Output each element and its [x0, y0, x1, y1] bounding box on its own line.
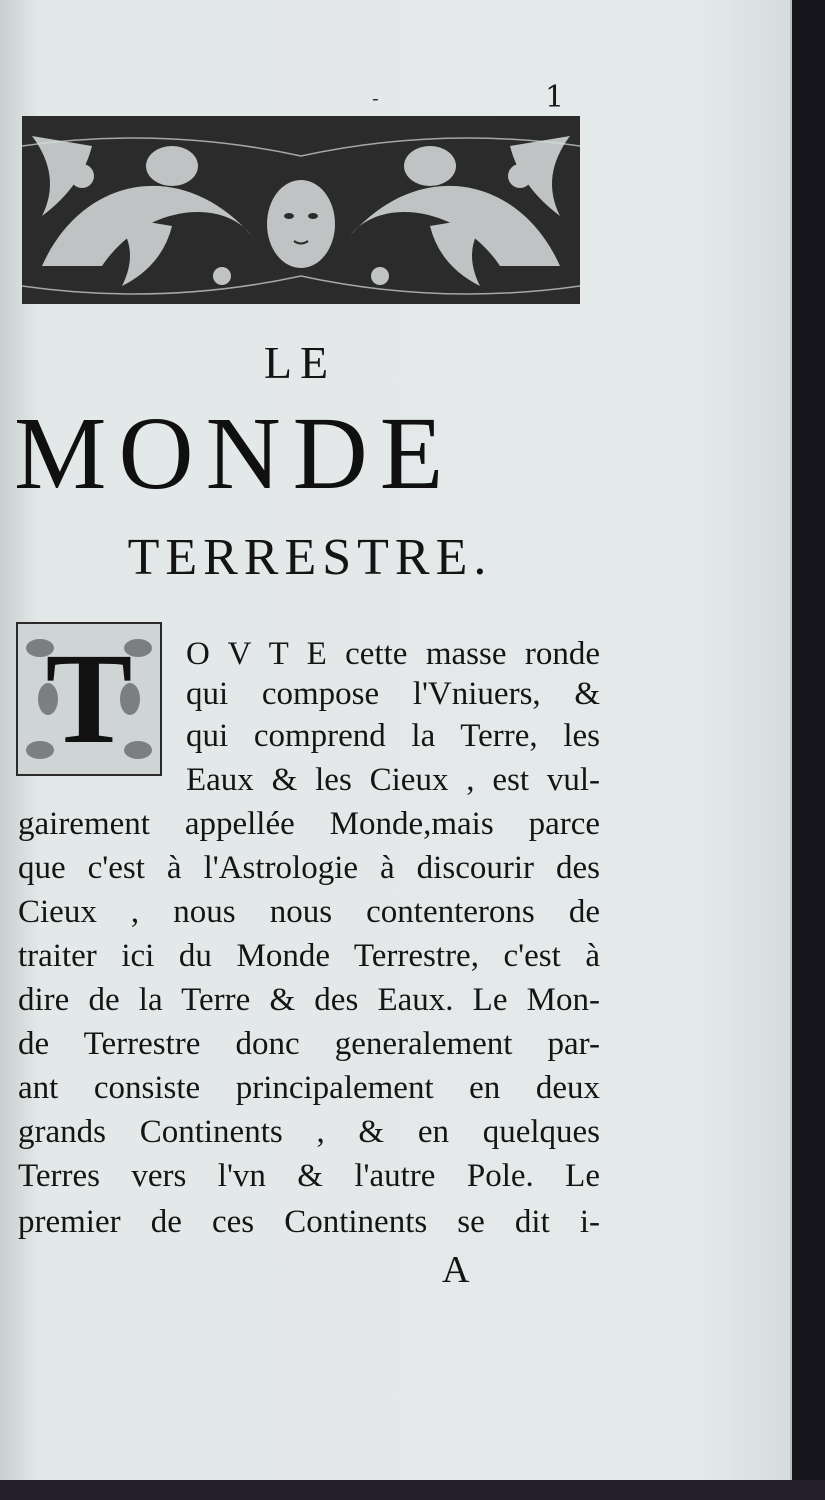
title-monde: MONDE — [14, 396, 456, 511]
text-line: qui comprend la Terre, les — [186, 718, 600, 754]
text-line: qui compose l'Vniuers, & — [186, 676, 600, 712]
text-line: Eaux & les Cieux , est vul- — [186, 762, 600, 798]
dropcap-letter: T — [45, 627, 133, 771]
signature-mark: A — [442, 1249, 470, 1291]
text-line: gairement appellée Monde,mais parce — [18, 806, 600, 842]
text-line: grands Continents , & en quelques — [18, 1114, 600, 1150]
book-edge-shadow — [792, 0, 825, 1500]
decorated-initial — [16, 622, 162, 776]
text-line: dire de la Terre & des Eaux. Le Mon- — [18, 982, 600, 1018]
title-terrestre: TERRESTRE. — [127, 529, 493, 586]
text-line: premier de ces Continents se dit i- — [18, 1204, 600, 1240]
text-line: O V T E cette masse ronde — [186, 636, 600, 672]
text-line: Terres vers l'vn & l'autre Pole. Le — [18, 1158, 600, 1194]
ornamental-headpiece — [22, 116, 580, 304]
text-line: Cieux , nous nous contenterons de — [18, 894, 600, 930]
page-number: 1 — [545, 80, 565, 115]
text-line: traiter ici du Monde Terrestre, c'est à — [18, 938, 600, 974]
text-line: que c'est à l'Astrologie à discourir des — [18, 850, 600, 886]
text-line: ant consiste principalement en deux — [18, 1070, 600, 1106]
title-le: LE — [263, 337, 337, 388]
header-dash: - — [372, 86, 379, 110]
bottom-edge — [0, 1480, 825, 1500]
text-line: de Terrestre donc generalement par- — [18, 1026, 600, 1062]
